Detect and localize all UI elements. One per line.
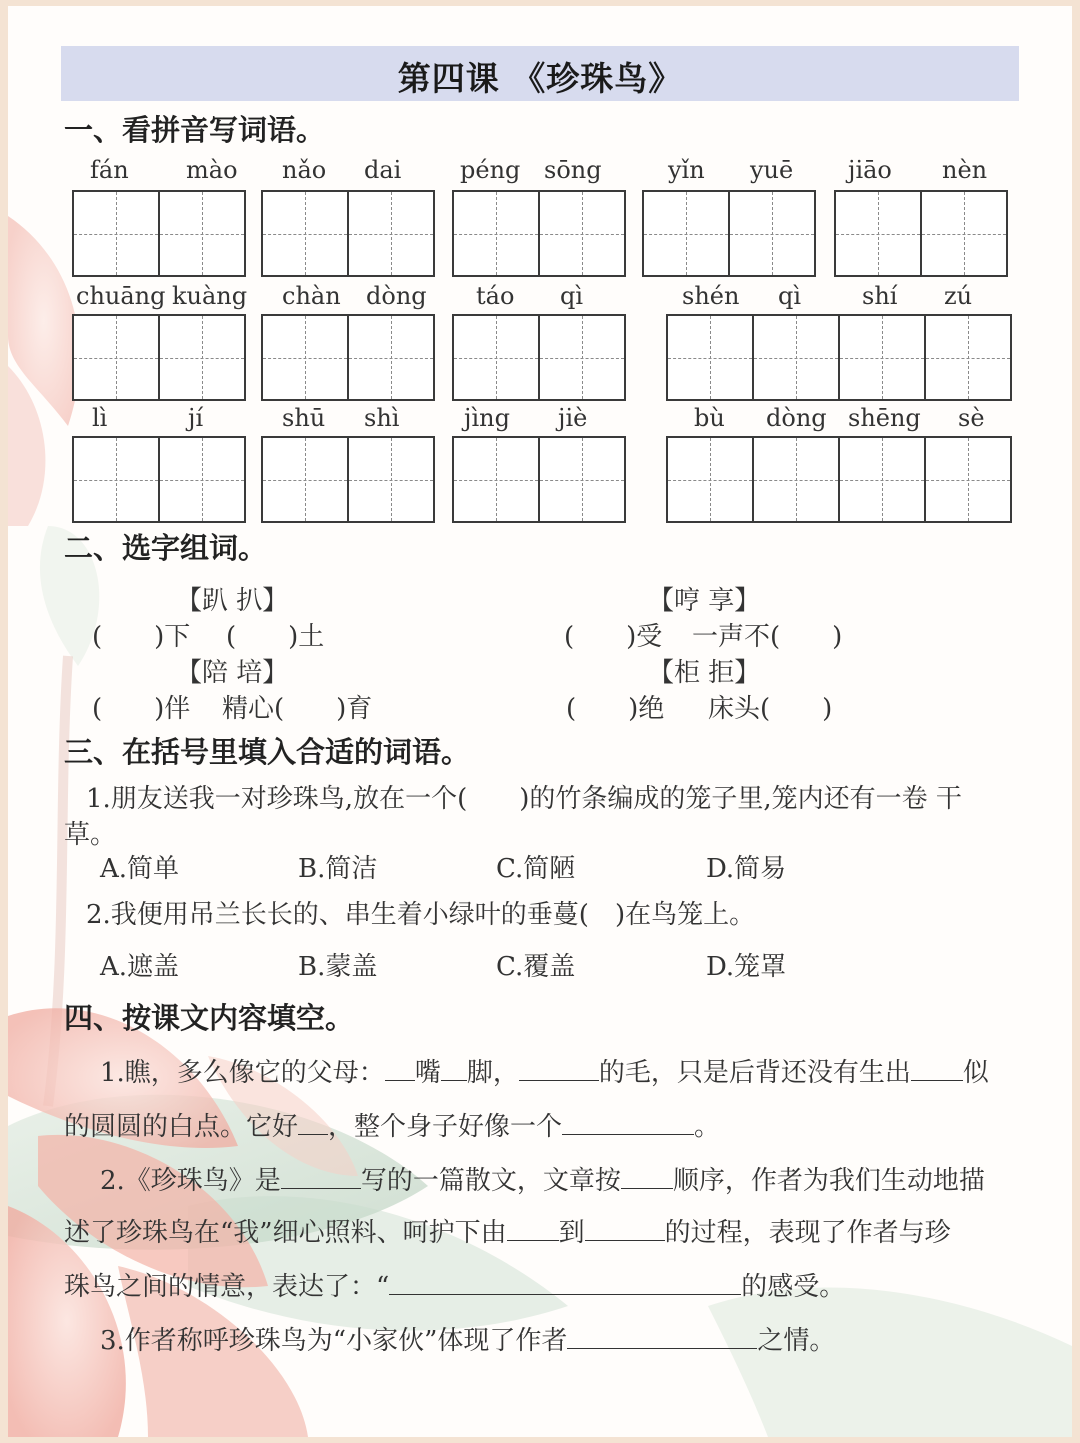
writing-cell[interactable]	[538, 192, 624, 275]
writing-grid	[72, 314, 246, 401]
pinyin-label: shì	[364, 404, 400, 432]
text: 。	[694, 1112, 721, 1142]
text: 顺序，作者为我们生动地描	[672, 1166, 985, 1196]
word-blank[interactable]: ( )绝	[566, 694, 665, 724]
writing-grid	[834, 190, 1008, 277]
question-text: 草。	[64, 820, 117, 850]
answer-blank[interactable]	[385, 1056, 415, 1081]
writing-grid	[452, 190, 626, 277]
fill-line	[100, 1160, 985, 1197]
writing-cell[interactable]	[74, 192, 158, 275]
fill-line	[64, 1212, 951, 1249]
pinyin-label: dòng	[766, 404, 827, 432]
writing-grid	[452, 436, 626, 523]
writing-cell[interactable]	[158, 438, 244, 521]
writing-grid	[642, 190, 816, 277]
pinyin-label: jìng	[464, 404, 510, 432]
section-3-heading: 三、在括号里填入合适的词语。	[64, 735, 471, 769]
text: 写的一篇散文，文章按	[360, 1166, 621, 1196]
writing-cell[interactable]	[347, 438, 433, 521]
pinyin-label: dai	[364, 156, 402, 184]
writing-grid	[666, 436, 1012, 523]
option-c[interactable]: C.覆盖	[496, 952, 576, 982]
worksheet-page	[8, 6, 1072, 1437]
writing-cell[interactable]	[538, 316, 624, 399]
writing-cell[interactable]	[924, 316, 1010, 399]
fill-line	[100, 1320, 835, 1357]
writing-cell[interactable]	[158, 192, 244, 275]
text: 3.作者称呼珍珠鸟为“小家伙”体现了作者	[100, 1326, 568, 1356]
word-blank[interactable]: ( )受	[564, 622, 663, 652]
answer-blank[interactable]	[281, 1164, 361, 1189]
writing-cell[interactable]	[454, 438, 538, 521]
text: 脚，	[466, 1058, 519, 1088]
section-4-heading: 四、按课文内容填空。	[64, 1001, 355, 1035]
option-d[interactable]: D.笼罩	[706, 952, 787, 982]
answer-blank[interactable]	[567, 1324, 757, 1349]
text: 嘴	[414, 1058, 441, 1088]
pinyin-label: yǐn	[668, 156, 705, 184]
writing-cell[interactable]	[728, 192, 814, 275]
word-blank[interactable]: 床头( )	[708, 694, 833, 724]
pinyin-label: shén	[682, 282, 740, 310]
text: 1.瞧，多么像它的父母：	[100, 1058, 385, 1088]
answer-blank[interactable]	[507, 1216, 559, 1241]
writing-cell[interactable]	[158, 316, 244, 399]
writing-cell[interactable]	[263, 316, 347, 399]
char-choice-pair: 【趴 扒】	[176, 586, 289, 616]
text: 的圆圆的白点。它好	[64, 1112, 299, 1142]
section-2-heading: 二、选字组词。	[64, 531, 268, 565]
word-blank[interactable]: ( )土	[226, 622, 325, 652]
pinyin-label: jiāo	[848, 156, 892, 184]
writing-cell[interactable]	[924, 438, 1010, 521]
option-d[interactable]: D.简易	[706, 854, 787, 884]
pinyin-label: chuāng	[76, 282, 166, 310]
pinyin-label: táo	[476, 282, 515, 310]
option-a[interactable]: A.遮盖	[100, 952, 180, 982]
answer-blank[interactable]	[585, 1216, 665, 1241]
pinyin-label: nǎo	[282, 156, 327, 184]
text: ，整个身子好像一个	[328, 1112, 563, 1142]
answer-blank[interactable]	[519, 1056, 599, 1081]
writing-cell[interactable]	[74, 316, 158, 399]
title-bar	[61, 46, 1019, 101]
pinyin-label: lì	[92, 404, 108, 432]
answer-blank[interactable]	[621, 1164, 673, 1189]
writing-grid	[261, 190, 435, 277]
option-b[interactable]: B.蒙盖	[298, 952, 378, 982]
fill-line	[100, 1052, 989, 1089]
answer-blank[interactable]	[298, 1110, 328, 1135]
pinyin-label: shēng	[848, 404, 921, 432]
char-choice-pair: 【陪 培】	[176, 658, 289, 688]
answer-blank[interactable]	[389, 1270, 741, 1295]
writing-cell[interactable]	[454, 192, 538, 275]
writing-cell[interactable]	[347, 192, 433, 275]
section-1-heading: 一、看拼音写词语。	[64, 113, 326, 147]
text: 珠鸟之间的情意，表达了：“	[64, 1272, 390, 1302]
writing-grid	[666, 314, 1012, 401]
pinyin-label: jiè	[558, 404, 588, 432]
writing-grid	[72, 436, 246, 523]
writing-cell[interactable]	[347, 316, 433, 399]
writing-grid	[72, 190, 246, 277]
text: 到	[558, 1218, 585, 1248]
writing-cell[interactable]	[644, 192, 728, 275]
pinyin-label: péng	[460, 156, 521, 184]
pinyin-label: chàn	[282, 282, 341, 310]
question-text: 1.朋友送我一对珍珠鸟,放在一个( )的竹条编成的笼子里,笼内还有一卷 干	[86, 784, 962, 814]
pinyin-label: bù	[694, 404, 725, 432]
pinyin-label: qì	[560, 282, 584, 310]
writing-cell[interactable]	[263, 438, 347, 521]
char-choice-pair: 【哼 享】	[648, 586, 761, 616]
pinyin-label: fán	[90, 156, 129, 184]
word-blank[interactable]: 精心( )育	[222, 694, 373, 724]
pinyin-label: sōng	[544, 156, 602, 184]
text: 之情。	[757, 1326, 836, 1356]
pinyin-label: shū	[282, 404, 326, 432]
writing-cell[interactable]	[74, 438, 158, 521]
answer-blank[interactable]	[441, 1056, 467, 1081]
writing-cell[interactable]	[263, 192, 347, 275]
pinyin-label: yuē	[750, 156, 794, 184]
writing-cell[interactable]	[752, 438, 838, 521]
text: 的毛，只是后背还没有生出	[598, 1058, 911, 1088]
pinyin-label: qì	[778, 282, 802, 310]
char-choice-pair: 【柜 拒】	[648, 658, 761, 688]
writing-grid	[261, 314, 435, 401]
writing-cell[interactable]	[920, 192, 1006, 275]
word-blank[interactable]: ( )下	[92, 622, 191, 652]
page-title: 第四课 《珍珠鸟》	[397, 59, 683, 98]
text: 的过程，表现了作者与珍	[664, 1218, 951, 1248]
pinyin-label: zú	[944, 282, 973, 310]
pinyin-label: sè	[958, 404, 985, 432]
text: 述了珍珠鸟在“我”细心照料、呵护下由	[64, 1218, 507, 1248]
writing-grid	[261, 436, 435, 523]
writing-cell[interactable]	[836, 192, 920, 275]
option-c[interactable]: C.简陋	[496, 854, 576, 884]
word-blank[interactable]: ( )伴	[92, 694, 191, 724]
option-a[interactable]: A.简单	[100, 854, 180, 884]
writing-cell[interactable]	[838, 438, 924, 521]
writing-cell[interactable]	[454, 316, 538, 399]
fill-line	[64, 1266, 845, 1303]
writing-cell[interactable]	[538, 438, 624, 521]
text: 的感受。	[741, 1272, 846, 1302]
writing-grid	[452, 314, 626, 401]
writing-cell[interactable]	[838, 316, 924, 399]
pinyin-label: mào	[186, 156, 238, 184]
text: 似	[962, 1058, 989, 1088]
writing-cell[interactable]	[668, 438, 752, 521]
pinyin-label: dòng	[366, 282, 427, 310]
writing-cell[interactable]	[668, 316, 752, 399]
answer-blank[interactable]	[911, 1056, 963, 1081]
question-text: 2.我便用吊兰长长的、串生着小绿叶的垂蔓( )在鸟笼上。	[86, 900, 756, 930]
pinyin-label: jí	[188, 404, 204, 432]
answer-blank[interactable]	[562, 1110, 694, 1135]
writing-cell[interactable]	[752, 316, 838, 399]
pinyin-label: shí	[862, 282, 898, 310]
text: 2.《珍珠鸟》是	[100, 1166, 281, 1196]
option-b[interactable]: B.简洁	[298, 854, 378, 884]
pinyin-label: kuàng	[172, 282, 248, 310]
pinyin-label: nèn	[942, 156, 988, 184]
fill-line	[64, 1106, 720, 1143]
word-blank[interactable]: 一声不( )	[692, 622, 843, 652]
